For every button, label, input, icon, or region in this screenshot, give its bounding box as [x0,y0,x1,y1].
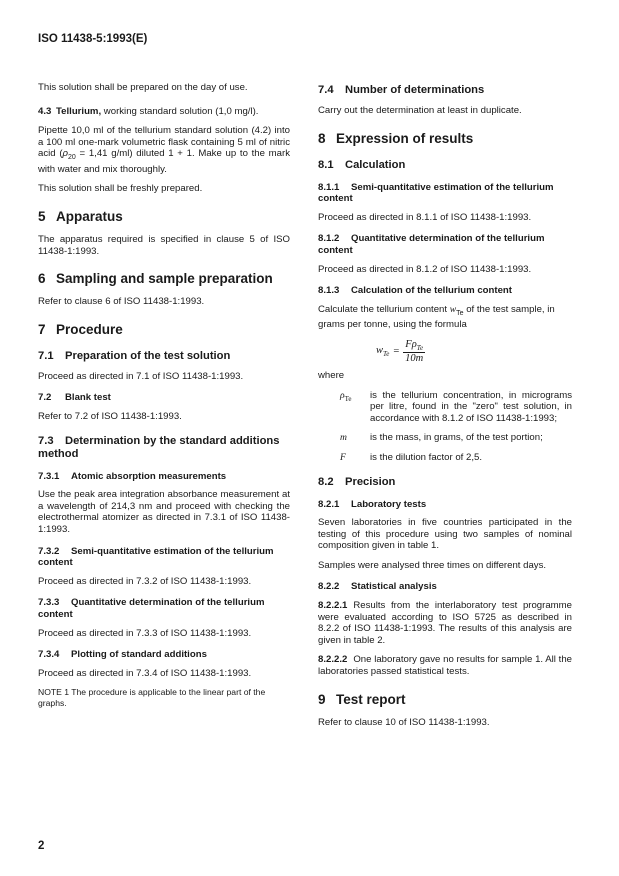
section-8-2-1-paragraph-2: Samples were analysed three times on different days. [318,559,547,571]
section-8-1-heading: 8.1 Calculation [318,158,406,171]
intro-paragraph: This solution shall be prepared on the day of use. [38,82,248,93]
section-4-3-note: This solution shall be freshly prepared. [38,183,203,195]
section-8-1-2-heading: 8.1.2 Quantitative determination of the tellurium content [318,233,545,256]
where-label: where [318,369,345,381]
where-item-f: F is the dilution factor of 2,5. [340,451,482,463]
right-column [318,82,572,736]
section-8-1-3-paragraph: Calculate the tellurium content $w_{Te}$ of the test sample, in grams per tonne, using the formula [318,303,555,331]
section-7-3-2-heading: 7.3.2 Semi-quantitative estimation of the tellurium content [38,545,274,569]
section-7-3-4-paragraph: Proceed as directed in 7.3.4 of ISO 11438-1:1993. [38,667,252,679]
section-8-2-2-1-paragraph: 8.2.2.1 Results from the interlaboratory test programme were evaluated according to ISO 5725 as described in 8.2.2 of ISO 11438-1:1993. The results of this analysis are given in table 2. [318,600,572,646]
section-7-2-paragraph: Refer to 7.2 of ISO 11438-1:1993. [38,411,182,423]
page-number: 2 [38,840,45,852]
where-item-m: m is the mass, in grams, of the test portion; [340,432,543,444]
note-1: NOTE 1 The procedure is applicable to the linear part of the graphs. [38,687,266,708]
section-8-2-2-heading: 8.2.2 Statistical analysis [318,581,437,593]
section-8-2-2-2-paragraph: 8.2.2.2 One laboratory gave no results for sample 1. All the laboratories passed statistical tests. [318,654,572,678]
section-6-paragraph: Refer to clause 6 of ISO 11438-1:1993. [38,296,205,308]
document-header: ISO 11438-5:1993(E) [38,33,148,45]
section-6-heading: 6 Sampling and sample preparation [38,271,273,287]
section-8-1-2-paragraph: Proceed as directed in 8.1.2 of ISO 11438-1:1993. [318,263,532,275]
section-7-3-3-paragraph: Proceed as directed in 7.3.3 of ISO 11438-1:1993. [38,627,252,639]
section-8-2-1-heading: 8.2.1 Laboratory tests [318,498,427,510]
section-8-1-1-paragraph: Proceed as directed in 8.1.1 of ISO 11438-1:1993. [318,211,532,223]
section-4-3-body: Pipette 10,0 ml of the tellurium standard solution (4.2) into a 100 ml one-mark volumetric flask containing 5 ml of nitric acid ($\rho_{20} = 1,41$ g/ml) diluted 1 + 1. Make up to the mark with water and mix thoroughly. [38,125,290,175]
section-7-4-paragraph: Carry out the determination at least in duplicate. [318,105,522,116]
section-8-2-heading: 8.2 Precision [318,475,396,488]
section-7-heading: 7 Procedure [38,321,123,337]
tellurium-formula: $w_{Te}$ = $\frac{F\rho_{Te}}{10m}$ [376,338,424,364]
section-7-3-2-paragraph: Proceed as directed in 7.3.2 of ISO 11438-1:1993. [38,575,252,587]
where-item-rho: $\rho_{Te}$ is the tellurium concentration, in micrograms per litre, found in the "zero" test solution, in accordance with 8.1.2 of ISO 11438-1:1993; [340,389,572,424]
section-7-1-heading: 7.1 Preparation of the test solution [38,349,231,362]
section-9-heading: 9 Test report [318,691,406,707]
left-column [38,82,290,716]
section-5-paragraph: The apparatus required is specified in clause 5 of ISO 11438-1:1993. [38,234,290,257]
section-8-heading: 8 Expression of results [318,130,474,146]
section-8-1-1-heading: 8.1.1 Semi-quantitative estimation of the tellurium content [318,181,554,205]
section-7-2-heading: 7.2 Blank test [38,392,111,404]
section-7-1-paragraph: Proceed as directed in 7.1 of ISO 11438-1:1993. [38,370,244,382]
section-8-1-3-heading: 8.1.3 Calculation of the tellurium content [318,285,512,297]
section-7-3-heading: 7.3 Determination by the standard additions method [38,434,280,460]
section-7-3-1-heading: 7.3.1 Atomic absorption measurements [38,470,227,482]
section-7-3-4-heading: 7.3.4 Plotting of standard additions [38,649,207,661]
section-8-2-1-paragraph-1: Seven laboratories in five countries participated in the testing of this procedure using two samples of nominal composition given in table 1. [318,517,572,552]
section-7-3-3-heading: 7.3.3 Quantitative determination of the tellurium content [38,597,265,620]
section-7-4-heading: 7.4 Number of determinations [318,84,485,96]
section-7-3-1-paragraph: Use the peak area integration absorbance measurement at a wavelength of 214,3 nm and proceed with checking the electrothermal atomizer as directed in 7.3.1 of ISO 11438-1:1993. [38,489,290,535]
section-5-heading: 5 Apparatus [38,209,123,225]
section-4-3-paragraph: 4.3 Tellurium, working standard solution (1,0 mg/l). [38,105,259,117]
section-9-paragraph: Refer to clause 10 of ISO 11438-1:1993. [318,716,490,728]
